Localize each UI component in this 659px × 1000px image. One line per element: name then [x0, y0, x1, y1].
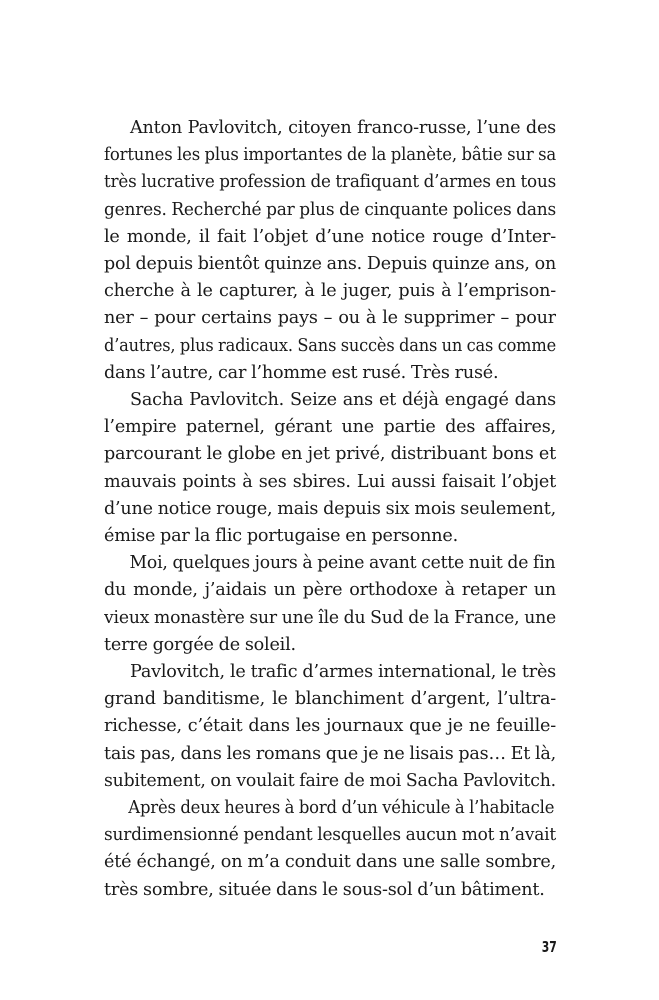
- body-text: [104, 115, 556, 904]
- text-line: grand banditisme, le blanchiment d’argent, l’ultra-: [104, 689, 556, 710]
- paragraph: [104, 795, 556, 904]
- text-line: l’empire paternel, gérant une partie des affaires,: [104, 417, 556, 438]
- text-line: très sombre, située dans le sous-sol d’un bâtiment.: [104, 879, 545, 900]
- text-line: le monde, il fait l’objet d’une notice rouge d’Inter-: [104, 226, 556, 247]
- paragraph: [104, 550, 556, 659]
- text-line: subitement, on voulait faire de moi Sacha Pavlovitch.: [104, 770, 556, 791]
- text-line: surdimensionné pendant lesquelles aucun mot n’avait: [104, 825, 556, 846]
- text-line: d’autres, plus radicaux. Sans succès dans un cas comme: [104, 335, 557, 356]
- text-line: d’une notice rouge, mais depuis six mois seulement,: [104, 498, 556, 519]
- text-line: émise par la flic portugaise en personne.: [104, 526, 459, 547]
- text-line: Anton Pavlovitch, citoyen franco-russe, l’une des: [130, 118, 556, 138]
- paragraph: [104, 387, 556, 550]
- text-line: vieux monastère sur une île du Sud de la France, une: [104, 607, 556, 628]
- text-line: Pavlovitch, le trafic d’armes international, le très: [130, 662, 556, 683]
- text-line: genres. Recherché par plus de cinquante polices dans: [104, 199, 557, 220]
- text-line: Après deux heures à bord d’un véhicule à l’habitacle: [128, 798, 555, 819]
- text-line: mauvais points à ses sbires. Lui aussi faisait l’objet: [104, 471, 556, 492]
- text-line: ner – pour certains pays – ou à le supprimer – pour: [104, 308, 556, 329]
- text-line: tais pas, dans les romans que je ne lisais pas… Et là,: [104, 743, 557, 764]
- page-number: 37: [541, 938, 557, 956]
- text-line: très lucrative profession de trafiquant d’armes en tous: [104, 172, 557, 193]
- text-line: été échangé, on m’a conduit dans une salle sombre,: [104, 852, 556, 873]
- text-line: pol depuis bientôt quinze ans. Depuis quinze ans, on: [104, 254, 557, 275]
- text-line: richesse, c’était dans les journaux que je ne feuille-: [104, 716, 556, 737]
- text-line: terre gorgée de soleil.: [104, 634, 296, 655]
- text-line: fortunes les plus importantes de la planète, bâtie sur sa: [104, 145, 557, 166]
- text-line: cherche à le capturer, à le juger, puis à l’emprison-: [104, 281, 556, 302]
- text-line: Sacha Pavlovitch. Seize ans et déjà engagé dans: [130, 390, 556, 411]
- paragraph: [104, 115, 556, 387]
- text-line: dans l’autre, car l’homme est rusé. Très rusé.: [104, 362, 499, 383]
- paragraph: [104, 659, 556, 795]
- text-line: du monde, j’aidais un père orthodoxe à retaper un: [104, 580, 556, 601]
- text-line: parcourant le globe en jet privé, distribuant bons et: [104, 444, 556, 465]
- text-line: Moi, quelques jours à peine avant cette nuit de fin: [129, 553, 556, 574]
